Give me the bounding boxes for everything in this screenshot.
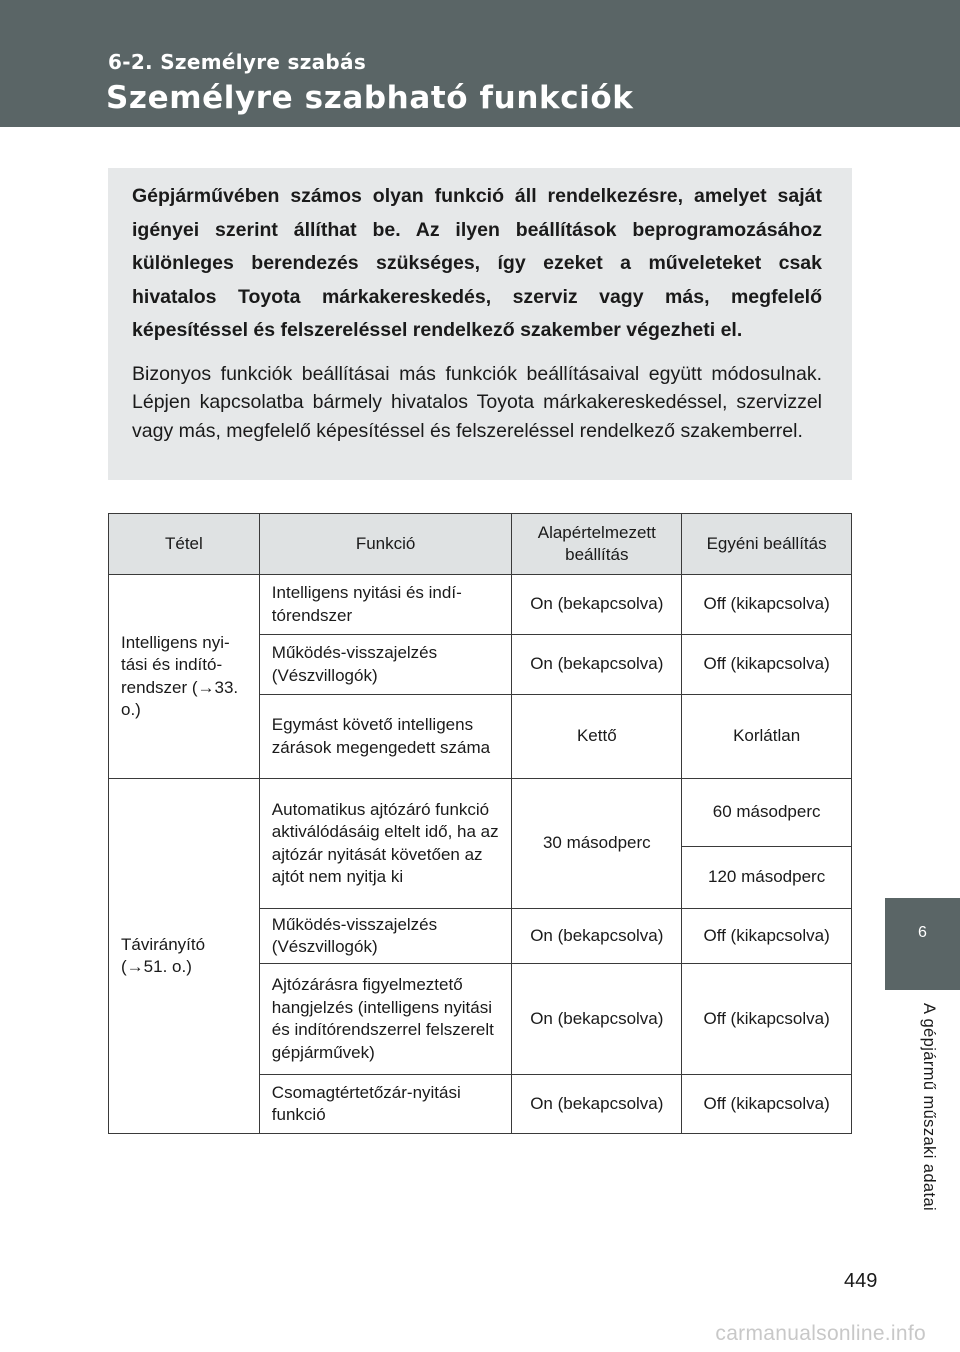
function-cell: Automatikus ajtózáró funkció aktiválódásáig eltelt idő, ha az ajtózár nyitását követően az ajtót nem nyitja ki	[259, 779, 512, 909]
default-cell: On (bekapcsolva)	[512, 635, 682, 695]
custom-cell: 60 másodperc	[682, 779, 852, 847]
default-cell: On (bekapcsolva)	[512, 909, 682, 964]
page-number: 449	[844, 1270, 878, 1292]
table-header-row	[109, 514, 852, 575]
item-cell: Intelligens nyitási és indítórendszer (→33. o.)	[109, 575, 260, 779]
function-cell: Működés-visszajelzés (Vészvillogók)	[259, 635, 512, 695]
custom-cell: Off (kikapcsolva)	[682, 909, 852, 964]
function-cell: Működés-visszajelzés (Vészvillogók)	[259, 909, 512, 964]
table-row	[109, 575, 852, 635]
intro-normal-paragraph: Bizonyos funkciók beállításai más funkciók beállításaival együtt módosulnak. Lépjen kapcsolatba bármely hivatalos Toyota márkakereskedéssel, szervizzel vagy más, megfelelő képesítéssel és felszereléssel rendelkező szakemberrel.	[132, 362, 822, 442]
default-cell: Kettő	[512, 695, 682, 779]
function-cell: Ajtózárásra figyelmeztető hangjelzés (intelligens nyitási és indítórendszerrel felszerelt gépjárművek)	[259, 964, 512, 1075]
chapter-header	[0, 0, 960, 127]
function-cell: Intelligens nyitási és indítórendszer	[259, 575, 512, 635]
chapter-side-label: A gépjármű műszaki adatai	[920, 1003, 938, 1212]
custom-cell: Off (kikapcsolva)	[682, 575, 852, 635]
intro-box	[108, 168, 852, 480]
table-row	[109, 779, 852, 847]
intro-bold-paragraph: Gépjárművében számos olyan funkció áll rendelkezésre, amelyet saját igényei szerint állíthat be. Az ilyen beállítások beprogramozásához különleges berendezés szükséges, így ezeket a műveleteket csak hivatalos Toyota márkakereskedés, szerviz vagy más, megfelelő képesítéssel és felszereléssel rendelkező szakember végezheti el.	[132, 185, 822, 341]
item-cell: Távirányító (→51. o.)	[109, 779, 260, 1134]
default-cell: 30 másodperc	[512, 779, 682, 909]
header-cell-default: Alapértelmezett beállítás	[512, 514, 682, 575]
header-cell-item: Tétel	[109, 514, 260, 575]
custom-cell: Off (kikapcsolva)	[682, 635, 852, 695]
customization-table	[108, 513, 852, 1134]
chapter-tab	[885, 898, 960, 990]
header-cell-function: Funkció	[259, 514, 512, 575]
chapter-number: 6	[918, 924, 927, 941]
watermark: carmanualsonline.info	[715, 1322, 926, 1345]
function-cell: Csomagtértetőzár-nyitási funkció	[259, 1075, 512, 1134]
custom-cell: Off (kikapcsolva)	[682, 1075, 852, 1134]
section-label: 6-2. Személyre szabás	[108, 50, 367, 74]
page-title: Személyre szabható funkciók	[106, 80, 634, 116]
default-cell: On (bekapcsolva)	[512, 575, 682, 635]
default-cell: On (bekapcsolva)	[512, 1075, 682, 1134]
custom-cell: Korlátlan	[682, 695, 852, 779]
default-cell: On (bekapcsolva)	[512, 964, 682, 1075]
custom-cell: Off (kikapcsolva)	[682, 964, 852, 1075]
header-cell-custom: Egyéni beállítás	[682, 514, 852, 575]
custom-cell: 120 másodperc	[682, 847, 852, 909]
function-cell: Egymást követő intelligens zárások megengedett száma	[259, 695, 512, 779]
